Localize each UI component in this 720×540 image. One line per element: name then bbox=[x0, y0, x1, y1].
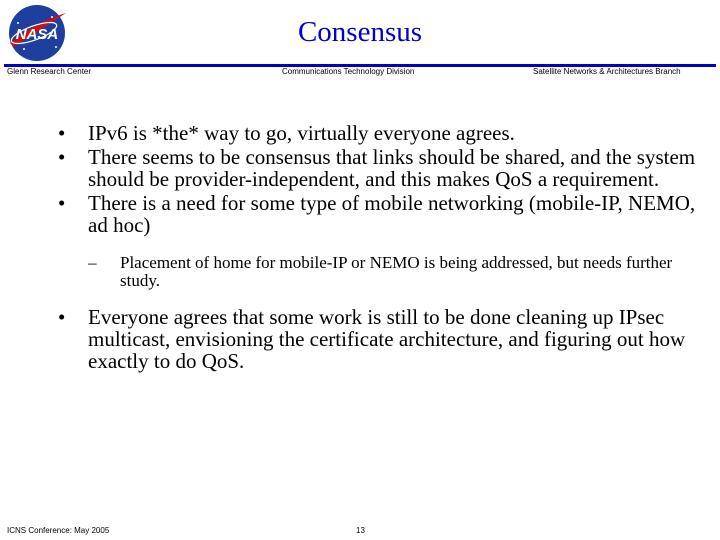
page-number: 13 bbox=[356, 526, 365, 535]
logo-text: NASA bbox=[15, 26, 59, 43]
bullet-dot: • bbox=[58, 121, 66, 145]
slide-content bbox=[58, 122, 698, 374]
sub-bullet-text: Placement of home for mobile-IP or NEMO is being addressed, but needs further study. bbox=[120, 253, 673, 290]
bullet-text: IPv6 is *the* way to go, virtually everyone agrees. bbox=[88, 121, 515, 145]
bullet-item bbox=[58, 122, 698, 144]
footer-conference: ICNS Conference: May 2005 bbox=[7, 526, 110, 535]
bullet-text: Everyone agrees that some work is still to be done cleaning up IPsec multicast, envisioning the certificate architecture, and figuring out how exactly to do QoS. bbox=[88, 305, 686, 373]
org-center-label: Communications Technology Division bbox=[282, 67, 415, 76]
org-right-label: Satellite Networks & Architectures Branch bbox=[533, 67, 681, 76]
bullet-item bbox=[58, 146, 698, 190]
sub-bullet-dash: – bbox=[88, 253, 97, 272]
bullet-dot: • bbox=[58, 305, 66, 329]
bullet-dot: • bbox=[58, 145, 66, 169]
bullet-text: There seems to be consensus that links should be shared, and the system should be provider-independent, and this makes QoS a requirement. bbox=[88, 145, 696, 191]
bullet-dot: • bbox=[58, 191, 66, 215]
bullet-item bbox=[58, 306, 698, 372]
page-title: Consensus bbox=[297, 16, 423, 48]
sub-bullet-item bbox=[58, 254, 698, 290]
bullet-text: There is a need for some type of mobile networking (mobile-IP, NEMO, ad hoc) bbox=[88, 191, 696, 237]
org-left-label: Glenn Research Center bbox=[7, 67, 92, 76]
bullet-item bbox=[58, 192, 698, 236]
